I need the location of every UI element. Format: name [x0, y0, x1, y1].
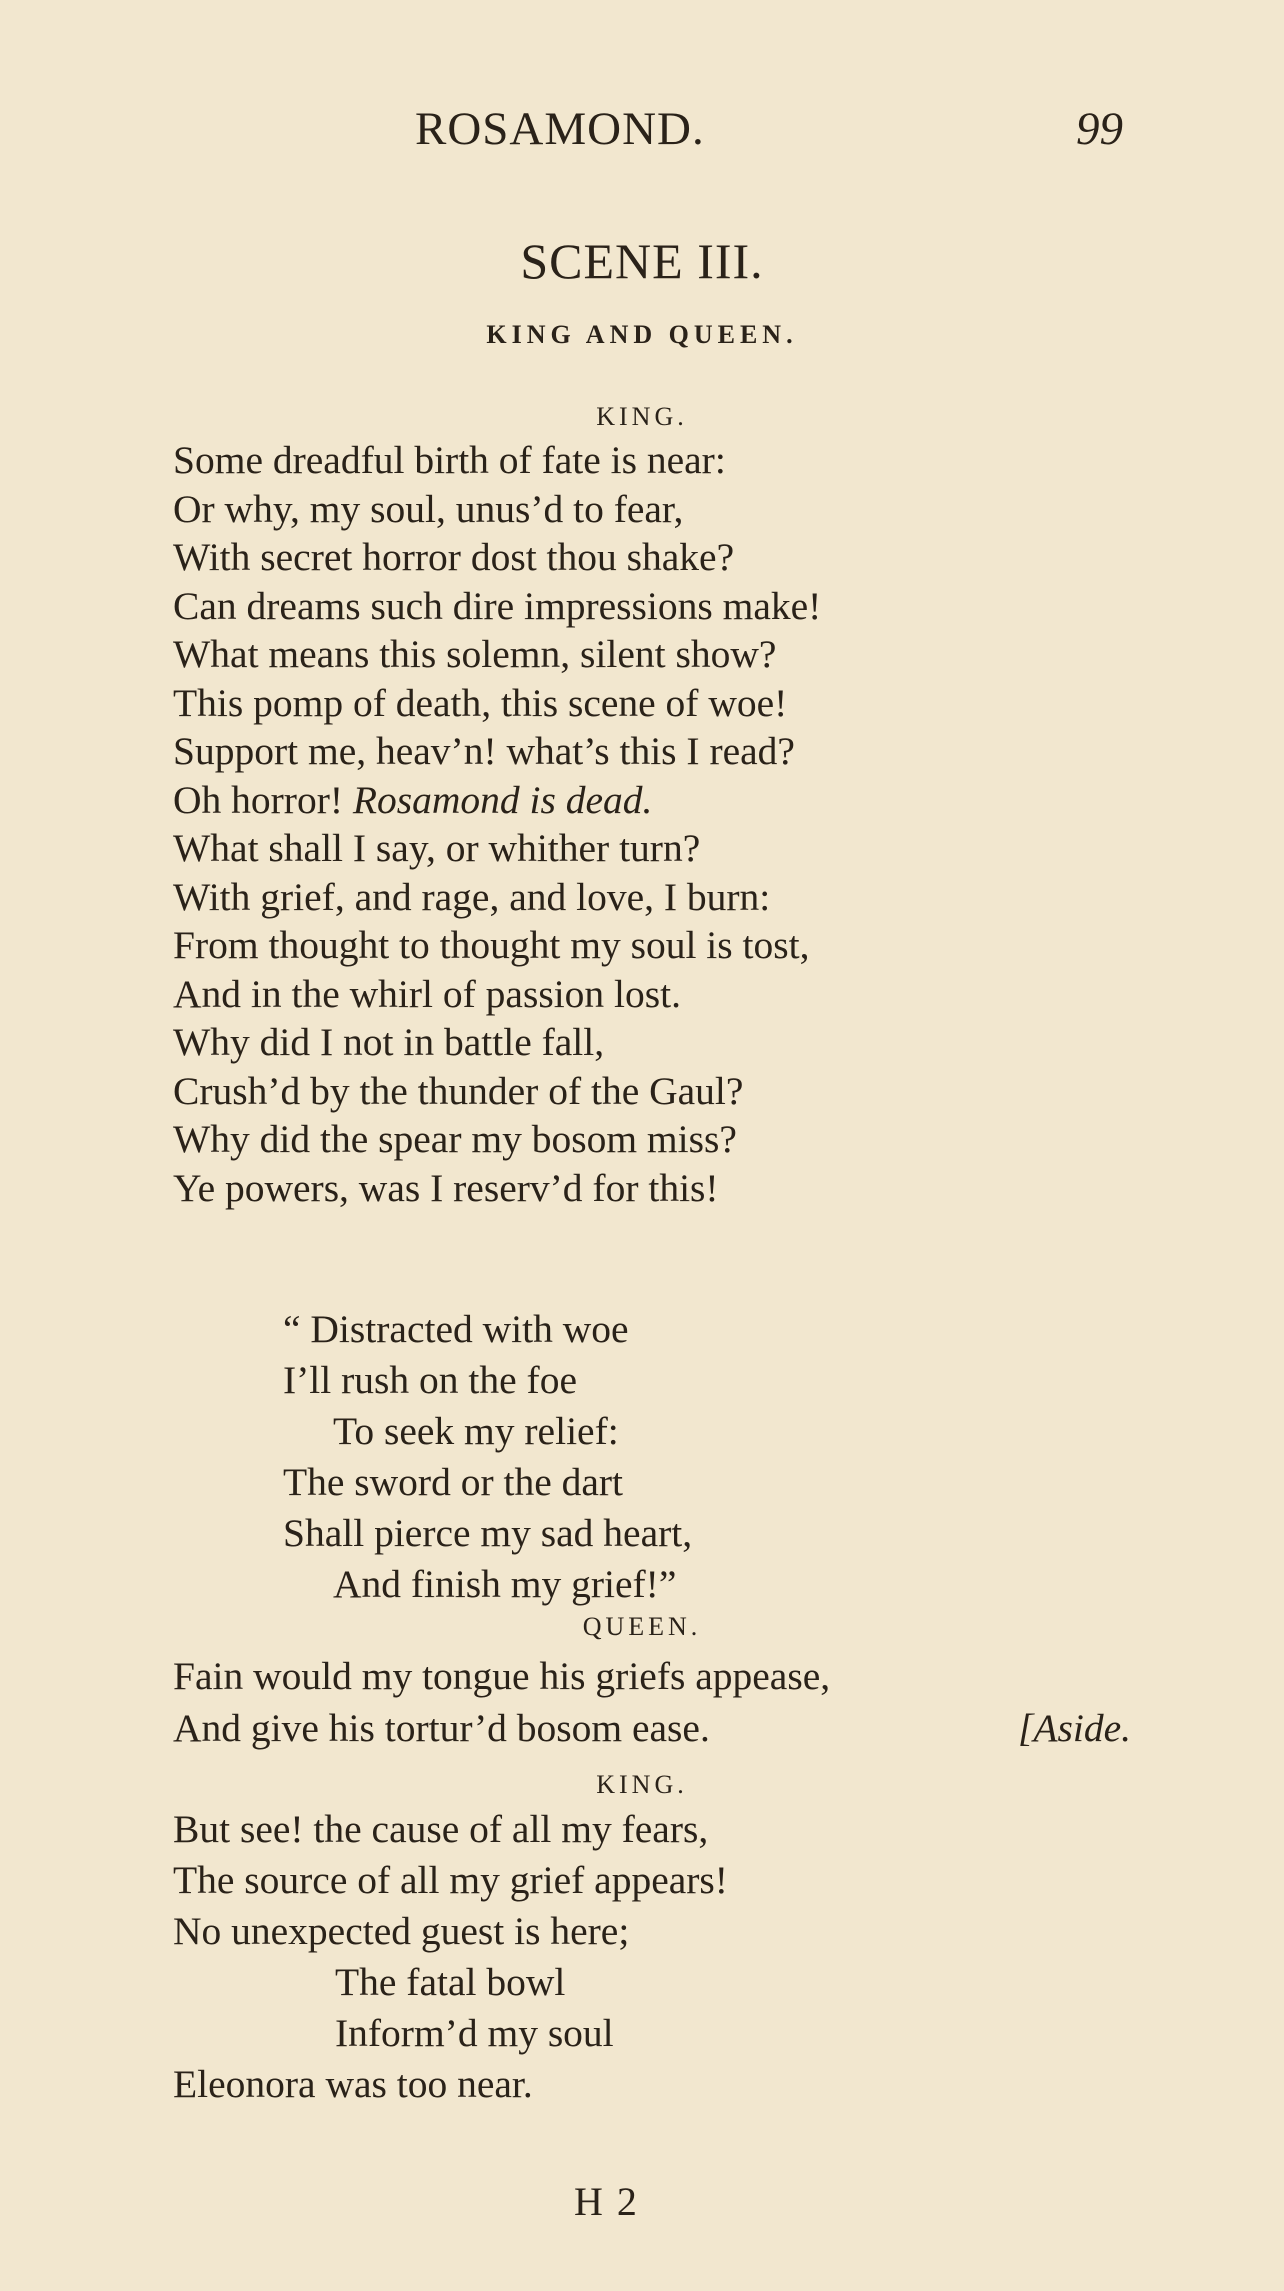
king-speech — [173, 436, 821, 1212]
speaker-queen: QUEEN. — [582, 1612, 702, 1641]
verse-line: What shall I say, or whither turn? — [173, 826, 701, 870]
verse-line: Inform’d my soul — [335, 2011, 614, 2055]
verse-line: Support me, heav’n! what’s this I read? — [173, 729, 795, 773]
verse-line: From thought to thought my soul is tost, — [173, 923, 810, 967]
song-line: The sword or the dart — [283, 1460, 624, 1504]
song-line: “ Distracted with woe — [283, 1307, 629, 1351]
verse-line: With grief, and rage, and love, I burn: — [173, 874, 771, 919]
song-line: And finish my grief!” — [333, 1562, 677, 1606]
verse-line: Crush’d by the thunder of the Gaul? — [173, 1068, 744, 1113]
king-speech-2 — [173, 1804, 728, 2110]
verse-line — [173, 776, 821, 825]
verse-line: Ye powers, was I reserv’d for this! — [173, 1165, 719, 1210]
verse-line: Can dreams such dire impressions make! — [173, 583, 822, 628]
verse-line: What means this solemn, silent show? — [173, 632, 777, 676]
page-number: 99 — [1076, 103, 1123, 155]
stage-direction-aside: [Aside. — [1018, 1706, 1132, 1750]
verse-line-with-aside — [173, 1702, 1273, 1754]
verse-line: Why did the spear my bosom miss? — [173, 1117, 737, 1161]
page-header — [0, 102, 1284, 162]
verse-line: Some dreadful birth of fate is near: — [173, 438, 726, 482]
queen-speech — [173, 1650, 1273, 1754]
verse-text: Oh horror! — [173, 777, 353, 822]
verse-text: And give his tortur’d bosom ease. — [173, 1706, 710, 1750]
signature-mark: H 2 — [574, 2179, 639, 2224]
verse-line: Why did I not in battle fall, — [173, 1020, 605, 1064]
song-line: I’ll rush on the foe — [283, 1358, 577, 1402]
verse-line: No unexpected guest is here; — [173, 1909, 630, 1953]
italic-phrase: Rosamond is dead. — [352, 777, 653, 822]
song-line: Shall pierce my sad heart, — [283, 1511, 693, 1555]
verse-line: This pomp of death, this scene of woe! — [173, 680, 788, 725]
verse-line: With secret horror dost thou shake? — [173, 535, 735, 579]
verse-line: Or why, my soul, unus’d to fear, — [173, 486, 684, 531]
running-title: ROSAMOND. — [415, 103, 705, 155]
verse-line: And in the whirl of passion lost. — [173, 971, 681, 1016]
song-line: To seek my relief: — [333, 1409, 619, 1453]
speaker-king-2: KING. — [596, 1770, 688, 1799]
verse-line: Eleonora was too near. — [173, 2062, 533, 2106]
scene-title: SCENE III. — [520, 233, 764, 289]
verse-line: Fain would my tongue his griefs appease, — [173, 1654, 831, 1698]
verse-line: The source of all my grief appears! — [173, 1858, 728, 1902]
verse-line: The fatal bowl — [335, 1960, 566, 2004]
speaker-king: KING. — [596, 402, 688, 431]
song-stanza — [283, 1304, 692, 1610]
verse-line: But see! the cause of all my fears, — [173, 1807, 709, 1851]
characters-present: KING AND QUEEN. — [486, 320, 798, 349]
